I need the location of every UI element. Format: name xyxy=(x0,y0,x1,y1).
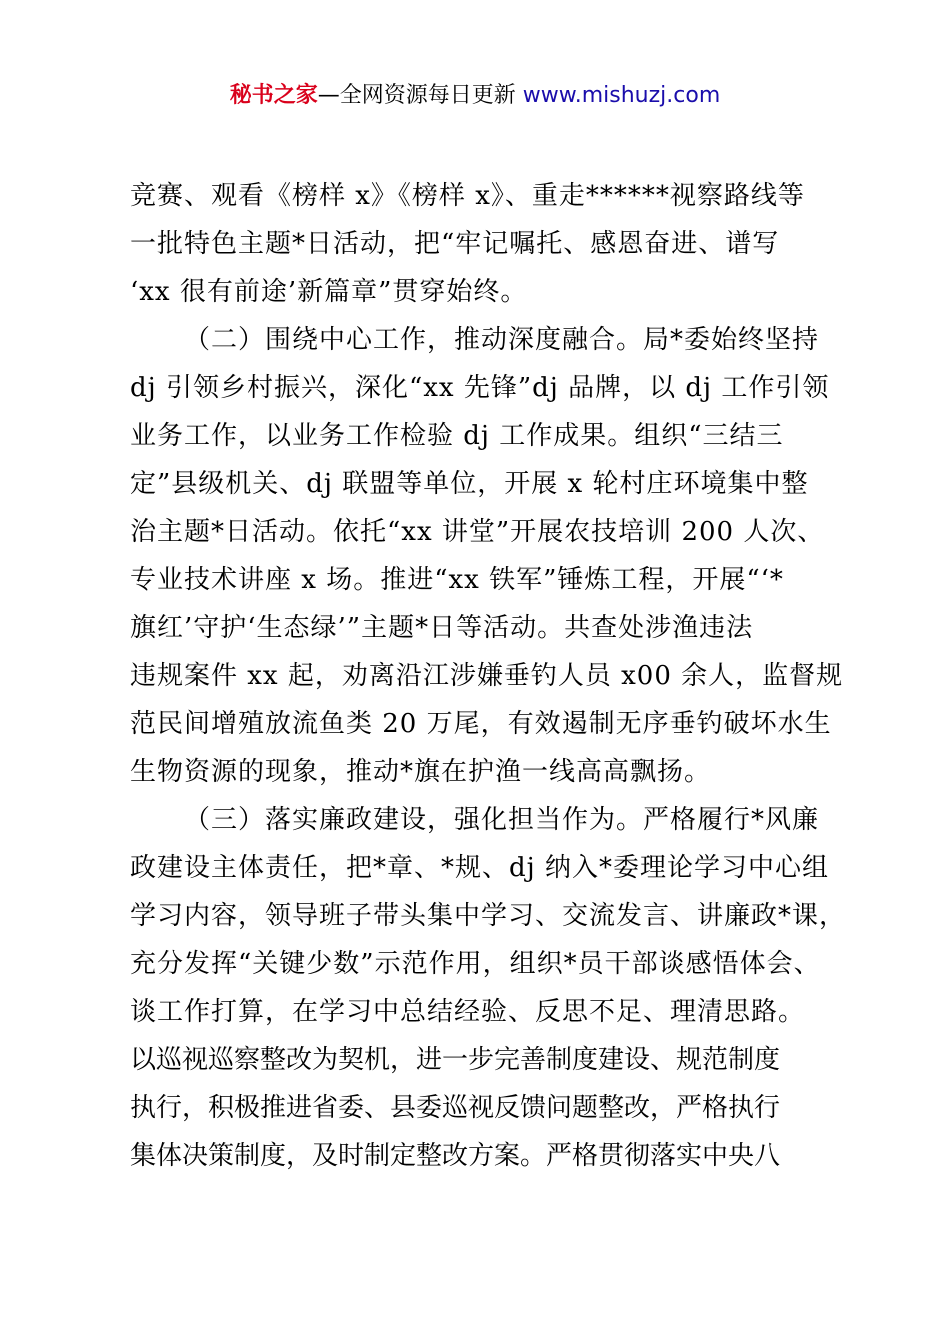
text-line: 政建设主体责任，把*章、*规、dj 纳入*委理论学习中心组 xyxy=(130,853,829,883)
text-line: 业务工作，以业务工作检验 dj 工作成果。组织“三结三 xyxy=(130,421,784,451)
text-line: 定”县级机关、dj 联盟等单位，开展 x 轮村庄环境集中整 xyxy=(130,469,809,499)
text-line: 一批特色主题*日活动，把“牢记嘱托、感恩奋进、谱写 xyxy=(130,229,780,259)
text-line: 学习内容，领导班子带头集中学习、交流发言、讲廉政*课， xyxy=(130,901,847,931)
text-line: 集体决策制度，及时制定整改方案。严格贯彻落实中央八 xyxy=(130,1141,781,1171)
site-brand: 秘书之家 xyxy=(229,83,318,108)
text-line: 竞赛、观看《榜样 x》《榜样 x》、重走******视察路线等 xyxy=(130,181,805,211)
document-body xyxy=(130,172,847,1180)
text-line: ‘xx 很有前途’新篇章”贯穿始终。 xyxy=(130,277,528,307)
text-line: 专业技术讲座 x 场。推进“xx 铁军”锤炼工程，开展“‘* xyxy=(130,565,784,595)
site-url-link[interactable]: www.mishuzj.com xyxy=(522,83,721,108)
text-line: 执行，积极推进省委、县委巡视反馈问题整改，严格执行 xyxy=(130,1093,781,1123)
text-line: 生物资源的现象，推动*旗在护渔一线高高飘扬。 xyxy=(130,757,712,787)
text-line: 违规案件 xx 起，劝离沿江涉嫌垂钓人员 x00 余人，监督规 xyxy=(130,661,844,691)
text-line: dj 引领乡村振兴，深化“xx 先锋”dj 品牌，以 dj 工作引领 xyxy=(130,373,830,403)
site-slogan: —全网资源每日更新 xyxy=(317,83,523,108)
text-line: 谈工作打算，在学习中总结经验、反思不足、理清思路。 xyxy=(130,997,806,1027)
section-heading-3: （三）落实廉政建设，强化担当作为。严格履行*风廉 xyxy=(184,805,820,835)
text-line: 治主题*日活动。依托“xx 讲堂”开展农技培训 200 人次、 xyxy=(130,517,825,547)
text-line: 旗红’守护‘生态绿’”主题*日等活动。共查处涉渔违法 xyxy=(130,613,754,643)
site-header xyxy=(0,80,950,112)
text-line: 充分发挥“关键少数”示范作用，组织*员干部谈感悟体会、 xyxy=(130,949,821,979)
section-heading-2: （二）围绕中心工作，推动深度融合。局*委始终坚持 xyxy=(184,325,820,355)
text-line: 以巡视巡察整改为契机，进一步完善制度建设、规范制度 xyxy=(130,1045,781,1075)
text-line: 范民间增殖放流鱼类 20 万尾，有效遏制无序垂钓破坏水生 xyxy=(130,709,832,739)
